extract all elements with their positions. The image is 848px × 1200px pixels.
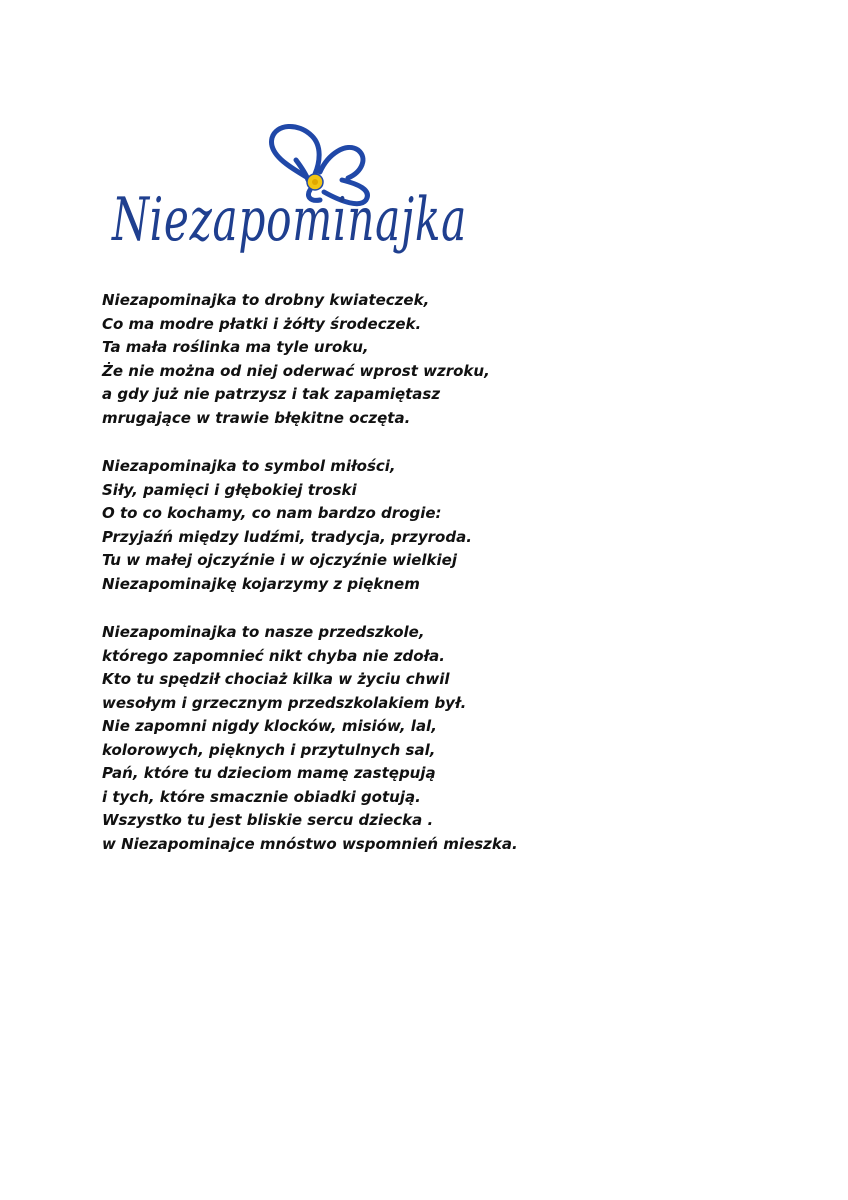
niezapominajka-logo bbox=[110, 118, 480, 263]
poem-line: O to co kochamy, co nam bardzo drogie: bbox=[102, 504, 442, 522]
poem-line: Ta mała roślinka ma tyle uroku, bbox=[102, 338, 369, 356]
poem-line: wesołym i grzecznym przedszkolakiem był. bbox=[102, 693, 467, 712]
poem-line: którego zapomnieć nikt chyba nie zdoła. bbox=[102, 646, 445, 665]
poem-line: kolorowych, pięknych i przytulnych sal, bbox=[102, 740, 436, 759]
poem-line: Pań, które tu dzieciom mamę zastępują bbox=[102, 764, 436, 782]
poem-line: Niezapominajka to symbol miłości, bbox=[102, 457, 396, 475]
poem-line: Nie zapomni nigdy klocków, misiów, lal, bbox=[102, 717, 437, 735]
poem-line: Niezapominajka to drobny kwiateczek, bbox=[102, 291, 430, 309]
poem bbox=[102, 289, 742, 881]
poem-line: w Niezapominajce mnóstwo wspomnień mieszka. bbox=[102, 834, 518, 853]
poem-line: mrugające w trawie błękitne oczęta. bbox=[102, 408, 411, 427]
poem-line: Niezapominajkę kojarzymy z pięknem bbox=[102, 574, 420, 593]
forget-me-not-flower-icon bbox=[110, 118, 480, 263]
poem-line: Że nie można od niej oderwać wprost wzroku, bbox=[102, 361, 490, 380]
poem-line: Co ma modre płatki i żółty środeczek. bbox=[102, 314, 422, 333]
poem-line: Przyjaźń między ludźmi, tradycja, przyroda. bbox=[102, 527, 472, 546]
poem-line: Siły, pamięci i głębokiej troski bbox=[102, 480, 357, 499]
poem-line: a gdy już nie patrzysz i tak zapamiętasz bbox=[102, 385, 441, 403]
stanza-3 bbox=[102, 621, 742, 856]
poem-line: i tych, które smacznie obiadki gotują. bbox=[102, 787, 421, 806]
poem-line: Niezapominajka to nasze przedszkole, bbox=[102, 623, 425, 641]
logo-wordmark: Niezapominajka bbox=[110, 185, 468, 255]
poem-line: Kto tu spędził chociaż kilka w życiu chwil bbox=[102, 670, 450, 688]
poem-line: Wszystko tu jest bliskie sercu dziecka . bbox=[102, 811, 434, 829]
poem-line: Tu w małej ojczyźnie i w ojczyźnie wielkiej bbox=[102, 551, 457, 569]
stanza-2 bbox=[102, 455, 742, 596]
stanza-1 bbox=[102, 289, 742, 430]
